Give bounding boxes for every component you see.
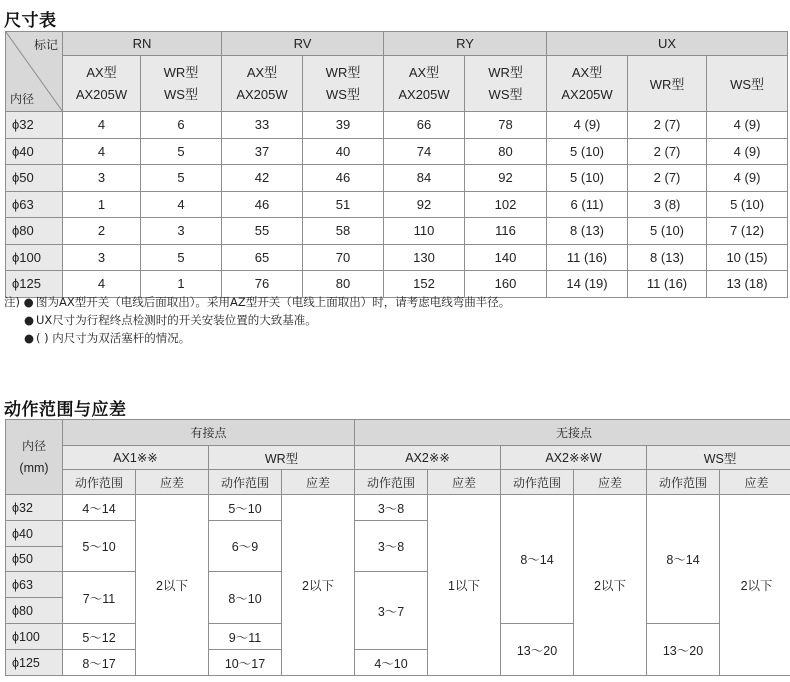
value-cell: 92 <box>465 165 547 192</box>
value-cell: 39 <box>303 112 384 139</box>
value-cell: 51 <box>303 191 384 218</box>
table-row <box>6 244 788 271</box>
value-cell: 70 <box>303 244 384 271</box>
wr-range: 8～10 <box>209 572 282 624</box>
diff-label: 应差 <box>720 470 790 495</box>
ry-wr-header: WR型 WS型 <box>465 56 547 112</box>
value-cell: 2 <box>63 218 141 245</box>
value-cell: 8 (13) <box>547 218 628 245</box>
range-label: 动作范围 <box>355 470 428 495</box>
ax2-range: 4～10 <box>355 650 428 676</box>
ry-ax-header: AX型 AX205W <box>384 56 465 112</box>
bore-cell: ϕ80 <box>6 598 63 624</box>
value-cell: 78 <box>465 112 547 139</box>
wr-diff: 2以下 <box>282 495 355 676</box>
value-cell: 116 <box>465 218 547 245</box>
value-cell: 3 (8) <box>628 191 707 218</box>
table-row <box>6 138 788 165</box>
table-row <box>6 218 788 245</box>
wr-range: 5～10 <box>209 495 282 521</box>
group-ux: UX <box>547 32 788 56</box>
diff-label: 应差 <box>428 470 501 495</box>
value-cell: 4 (9) <box>547 112 628 139</box>
value-cell: 7 (12) <box>707 218 788 245</box>
range-label: 动作范围 <box>63 470 136 495</box>
ax2-range: 3～7 <box>355 572 428 650</box>
value-cell: 65 <box>222 244 303 271</box>
value-cell: 5 <box>141 244 222 271</box>
value-cell: 80 <box>465 138 547 165</box>
ax1-range: 4～14 <box>63 495 136 521</box>
bullet-icon: ● <box>24 331 35 345</box>
value-cell: 80 <box>303 271 384 298</box>
wr-range: 9～11 <box>209 624 282 650</box>
note-item: ● UX尺寸为行程终点检测时的开关安装位置的大致基准。 <box>24 313 317 327</box>
diff-label: 应差 <box>574 470 647 495</box>
ux-ax-header: AX型 AX205W <box>547 56 628 112</box>
dimension-table-body <box>6 112 788 298</box>
value-cell: 3 <box>63 165 141 192</box>
value-cell: 160 <box>465 271 547 298</box>
diff-label: 应差 <box>282 470 355 495</box>
value-cell: 46 <box>303 165 384 192</box>
notes-prefix: 注) ● <box>4 295 34 309</box>
value-cell: 13 (18) <box>707 271 788 298</box>
value-cell: 1 <box>141 271 222 298</box>
bore-cell: ϕ80 <box>6 218 63 245</box>
bore-cell: ϕ63 <box>6 191 63 218</box>
bore-cell: ϕ40 <box>6 521 63 547</box>
value-cell: 4 (9) <box>707 165 788 192</box>
corner-label-bottom: 内径 <box>10 92 35 106</box>
group-ry: RY <box>384 32 547 56</box>
ax2w-diff: 2以下 <box>574 495 647 676</box>
type-ws: WS型 <box>647 446 790 470</box>
ax2-diff: 1以下 <box>428 495 501 676</box>
ax2-range: 3～8 <box>355 521 428 572</box>
ux-wr-header: WR型 <box>628 56 707 112</box>
ax1-range: 5～12 <box>63 624 136 650</box>
noncontact-group-header: 无接点 <box>355 420 790 446</box>
type-ax2w: AX2※※W <box>501 446 647 470</box>
value-cell: 6 <box>141 112 222 139</box>
bore-cell: ϕ100 <box>6 244 63 271</box>
value-cell: 42 <box>222 165 303 192</box>
contact-group-header: 有接点 <box>63 420 355 446</box>
bore-cell: ϕ32 <box>6 112 63 139</box>
ws-diff: 2以下 <box>720 495 790 676</box>
range-label: 动作范围 <box>501 470 574 495</box>
value-cell: 58 <box>303 218 384 245</box>
dimension-table <box>5 31 788 298</box>
value-cell: 74 <box>384 138 465 165</box>
ax1-diff: 2以下 <box>136 495 209 676</box>
value-cell: 10 (15) <box>707 244 788 271</box>
bullet-icon: ● <box>24 313 35 327</box>
bore-cell: ϕ50 <box>6 165 63 192</box>
corner-label-top: 标记 <box>33 38 58 52</box>
value-cell: 11 (16) <box>628 271 707 298</box>
value-cell: 4 <box>63 138 141 165</box>
value-cell: 33 <box>222 112 303 139</box>
ax1-range: 8～17 <box>63 650 136 676</box>
ux-ws-header: WS型 <box>707 56 788 112</box>
value-cell: 2 (7) <box>628 112 707 139</box>
value-cell: 2 (7) <box>628 138 707 165</box>
ax1-range: 7～11 <box>63 572 136 624</box>
range-label: 动作范围 <box>209 470 282 495</box>
value-cell: 4 <box>141 191 222 218</box>
corner-header-cell <box>6 32 63 112</box>
type-ax2: AX2※※ <box>355 446 501 470</box>
value-cell: 11 (16) <box>547 244 628 271</box>
bore-cell: ϕ100 <box>6 624 63 650</box>
value-cell: 55 <box>222 218 303 245</box>
value-cell: 92 <box>384 191 465 218</box>
value-cell: 3 <box>63 244 141 271</box>
ws-range: 8～14 <box>647 495 720 624</box>
rv-ax-header: AX型 AX205W <box>222 56 303 112</box>
rn-ax-header: AX型 AX205W <box>63 56 141 112</box>
value-cell: 130 <box>384 244 465 271</box>
bore-cell: ϕ63 <box>6 572 63 598</box>
range-table-title: 动作范围与应差 <box>4 400 127 420</box>
rn-wr-header: WR型 WS型 <box>141 56 222 112</box>
ax2w-range: 13～20 <box>501 624 574 676</box>
value-cell: 140 <box>465 244 547 271</box>
group-rv: RV <box>222 32 384 56</box>
bore-cell: ϕ50 <box>6 547 63 572</box>
bore-cell: ϕ125 <box>6 271 63 298</box>
value-cell: 5 (10) <box>547 138 628 165</box>
type-wr: WR型 <box>209 446 355 470</box>
value-cell: 110 <box>384 218 465 245</box>
ws-range: 13～20 <box>647 624 720 676</box>
range-table <box>5 419 790 676</box>
note-item: ● ( ) 内尺寸为双活塞杆的情况。 <box>24 331 191 345</box>
value-cell: 3 <box>141 218 222 245</box>
value-cell: 40 <box>303 138 384 165</box>
dimension-table-title: 尺寸表 <box>4 11 57 31</box>
table-row <box>6 191 788 218</box>
value-cell: 66 <box>384 112 465 139</box>
value-cell: 4 <box>63 112 141 139</box>
table-row <box>6 165 788 192</box>
rv-wr-header: WR型 WS型 <box>303 56 384 112</box>
type-ax1: AX1※※ <box>63 446 209 470</box>
value-cell: 84 <box>384 165 465 192</box>
table-row <box>6 112 788 139</box>
notes-list <box>4 293 510 347</box>
value-cell: 102 <box>465 191 547 218</box>
value-cell: 4 <box>63 271 141 298</box>
diff-label: 应差 <box>136 470 209 495</box>
value-cell: 46 <box>222 191 303 218</box>
value-cell: 5 <box>141 165 222 192</box>
value-cell: 14 (19) <box>547 271 628 298</box>
bore-cell: ϕ40 <box>6 138 63 165</box>
value-cell: 6 (11) <box>547 191 628 218</box>
value-cell: 37 <box>222 138 303 165</box>
ax1-range: 5～10 <box>63 521 136 572</box>
value-cell: 5 <box>141 138 222 165</box>
value-cell: 5 (10) <box>547 165 628 192</box>
bore-cell: ϕ32 <box>6 495 63 521</box>
value-cell: 76 <box>222 271 303 298</box>
value-cell: 152 <box>384 271 465 298</box>
value-cell: 4 (9) <box>707 138 788 165</box>
bore-cell: ϕ125 <box>6 650 63 676</box>
group-rn: RN <box>63 32 222 56</box>
value-cell: 5 (10) <box>707 191 788 218</box>
wr-range: 6～9 <box>209 521 282 572</box>
value-cell: 2 (7) <box>628 165 707 192</box>
wr-range: 10～17 <box>209 650 282 676</box>
ax2-range: 3～8 <box>355 495 428 521</box>
ax2w-range: 8～14 <box>501 495 574 624</box>
value-cell: 5 (10) <box>628 218 707 245</box>
bore-header: 内径 (mm) <box>6 420 63 495</box>
value-cell: 1 <box>63 191 141 218</box>
note-item: 注) ● 图为AX型开关（电线后面取出）。采用AZ型开关（电线上面取出）时，请考虑电线弯曲半径。 <box>4 295 511 309</box>
value-cell: 4 (9) <box>707 112 788 139</box>
range-label: 动作范围 <box>647 470 720 495</box>
value-cell: 8 (13) <box>628 244 707 271</box>
